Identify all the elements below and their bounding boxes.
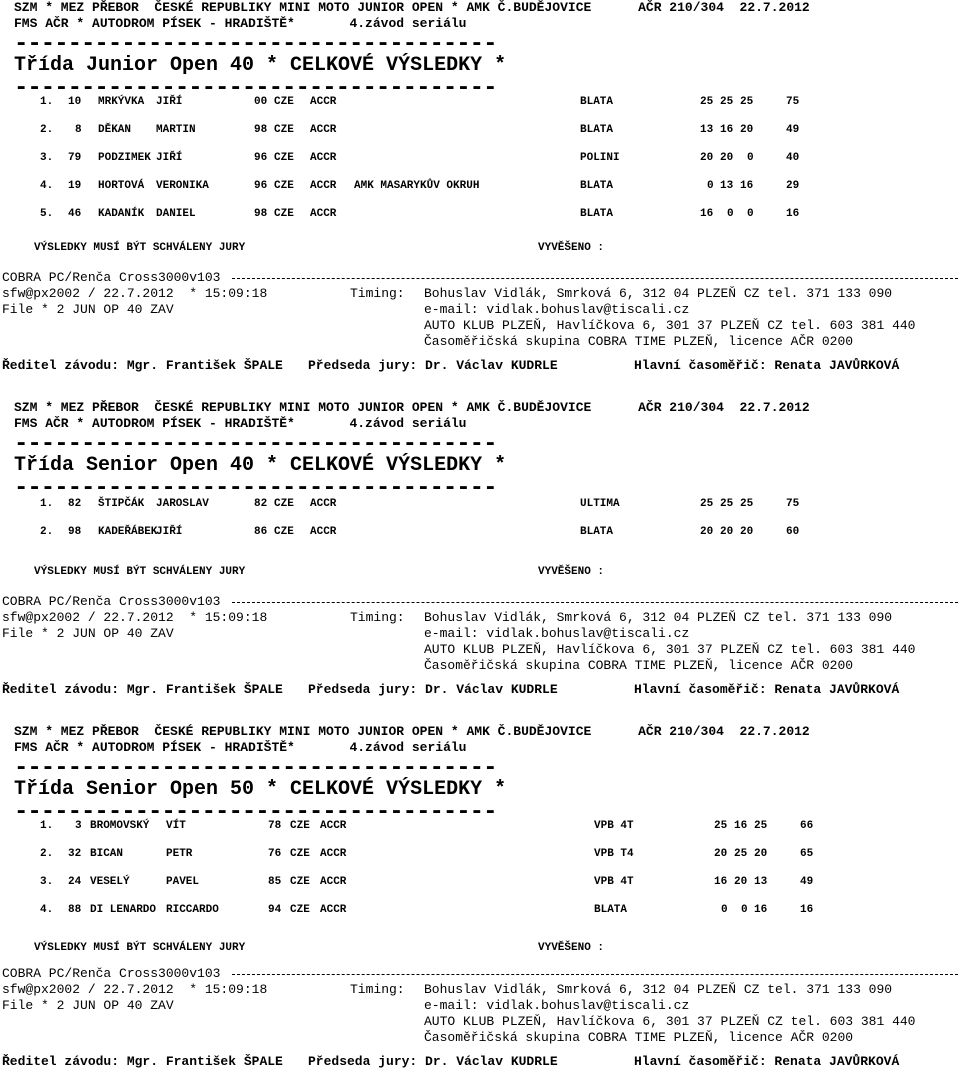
timing-line: AUTO KLUB PLZEŇ, Havlíčkova 6, 301 37 PLZEŇ CZ tel. 603 381 440 bbox=[424, 318, 916, 333]
result-row bbox=[0, 180, 960, 194]
cell-total: 16 bbox=[786, 208, 800, 220]
cell-total: 65 bbox=[800, 848, 814, 860]
cell-num: 19 bbox=[68, 180, 82, 192]
divider bbox=[232, 602, 958, 604]
cell-r3: 13 bbox=[754, 876, 768, 888]
cell-nat: CZE bbox=[290, 848, 310, 860]
cell-pos: 2. bbox=[40, 526, 54, 538]
cell-pos: 5. bbox=[40, 208, 54, 220]
cell-r2: 0 bbox=[741, 904, 748, 916]
cell-r2: 20 bbox=[720, 526, 734, 538]
timing-line: Časoměřičská skupina COBRA TIME PLZEŇ, licence AČR 0200 bbox=[424, 334, 854, 349]
cell-r1: 25 bbox=[700, 96, 714, 108]
cell-surname: VESELÝ bbox=[90, 876, 130, 888]
timing-label: Timing: bbox=[350, 610, 405, 625]
cell-pos: 1. bbox=[40, 820, 54, 832]
result-row bbox=[0, 820, 960, 834]
posted-label: VYVĚŠENO : bbox=[538, 942, 605, 954]
cell-num: 79 bbox=[68, 152, 82, 164]
result-row bbox=[0, 152, 960, 166]
software-label: COBRA PC/Renča Cross3000v103 bbox=[2, 594, 221, 609]
cell-nat: CZE bbox=[274, 180, 294, 192]
cell-name: JIŘÍ bbox=[156, 96, 183, 108]
chief-timekeeper: Hlavní časoměřič: Renata JAVŮRKOVÁ bbox=[634, 358, 900, 373]
cell-r3: 25 bbox=[754, 820, 768, 832]
cell-name: MARTIN bbox=[156, 124, 196, 136]
cell-r1: 13 bbox=[700, 124, 714, 136]
timing-line: e-mail: vidlak.bohuslav@tiscali.cz bbox=[424, 998, 690, 1013]
cell-assoc: ACCR bbox=[320, 876, 347, 888]
cell-name: JIŘÍ bbox=[156, 526, 183, 538]
cell-num: 46 bbox=[68, 208, 82, 220]
jury-approval-note: VÝSLEDKY MUSÍ BÝT SCHVÁLENY JURY bbox=[34, 566, 246, 578]
cell-r3: 25 bbox=[740, 96, 754, 108]
cell-total: 66 bbox=[800, 820, 814, 832]
cell-r1: 20 bbox=[714, 848, 728, 860]
result-row bbox=[0, 904, 960, 918]
timing-line: AUTO KLUB PLZEŇ, Havlíčkova 6, 301 37 PLZEŇ CZ tel. 603 381 440 bbox=[424, 642, 916, 657]
jury-chair: Předseda jury: Dr. Václav KUDRLE bbox=[308, 358, 558, 373]
cell-name: DANIEL bbox=[156, 208, 196, 220]
result-row bbox=[0, 96, 960, 110]
cell-total: 49 bbox=[800, 876, 814, 888]
cell-name: VERONIKA bbox=[156, 180, 209, 192]
cell-nat: CZE bbox=[274, 96, 294, 108]
cell-r3: 0 bbox=[747, 152, 754, 164]
timing-line: e-mail: vidlak.bohuslav@tiscali.cz bbox=[424, 626, 690, 641]
cell-num: 98 bbox=[68, 526, 82, 538]
jury-approval-note: VÝSLEDKY MUSÍ BÝT SCHVÁLENY JURY bbox=[34, 242, 246, 254]
timing-line: Časoměřičská skupina COBRA TIME PLZEŇ, licence AČR 0200 bbox=[424, 1030, 854, 1045]
file-label: File * 2 JUN OP 40 ZAV bbox=[2, 302, 174, 317]
cell-surname: ŠTIPČÁK bbox=[98, 498, 145, 510]
cell-r1: 0 bbox=[707, 180, 714, 192]
cell-r2: 0 bbox=[727, 208, 734, 220]
cell-pos: 2. bbox=[40, 124, 54, 136]
cell-r3: 16 bbox=[754, 904, 768, 916]
cell-num: 10 bbox=[68, 96, 82, 108]
cell-num: 8 bbox=[75, 124, 82, 136]
cell-assoc: ACCR bbox=[310, 208, 337, 220]
cell-code: 96 bbox=[254, 180, 268, 192]
divider bbox=[232, 278, 958, 280]
cell-surname: BICAN bbox=[90, 848, 124, 860]
cell-assoc: ACCR bbox=[310, 96, 337, 108]
cell-r2: 16 bbox=[720, 124, 734, 136]
cell-r1: 16 bbox=[714, 876, 728, 888]
cell-nat: CZE bbox=[274, 152, 294, 164]
cell-code: 98 bbox=[254, 208, 268, 220]
cell-r3: 20 bbox=[740, 124, 754, 136]
result-row bbox=[0, 526, 960, 540]
cell-code: 96 bbox=[254, 152, 268, 164]
cell-bike: BLATA bbox=[580, 208, 614, 220]
jury-approval-note: VÝSLEDKY MUSÍ BÝT SCHVÁLENY JURY bbox=[34, 942, 246, 954]
divider bbox=[14, 762, 514, 774]
software-label: COBRA PC/Renča Cross3000v103 bbox=[2, 966, 221, 981]
cell-r3: 20 bbox=[754, 848, 768, 860]
race-director: Ředitel závodu: Mgr. František ŠPALE bbox=[2, 1054, 283, 1069]
cell-r3: 25 bbox=[740, 498, 754, 510]
cell-r1: 20 bbox=[700, 526, 714, 538]
cell-name: JIŘÍ bbox=[156, 152, 183, 164]
class-title: Třída Junior Open 40 * CELKOVÉ VÝSLEDKY * bbox=[14, 54, 507, 77]
cell-num: 24 bbox=[68, 876, 82, 888]
cell-code: 78 bbox=[268, 820, 282, 832]
result-row bbox=[0, 848, 960, 862]
cell-total: 49 bbox=[786, 124, 800, 136]
cell-assoc: ACCR bbox=[310, 124, 337, 136]
cell-bike: BLATA bbox=[594, 904, 628, 916]
divider bbox=[14, 438, 514, 450]
cell-name: VÍT bbox=[166, 820, 186, 832]
cell-pos: 4. bbox=[40, 180, 54, 192]
timing-label: Timing: bbox=[350, 286, 405, 301]
cell-surname: MRKÝVKA bbox=[98, 96, 145, 108]
cell-pos: 2. bbox=[40, 848, 54, 860]
result-row bbox=[0, 124, 960, 138]
cell-nat: CZE bbox=[290, 820, 310, 832]
cell-bike: BLATA bbox=[580, 124, 614, 136]
cell-nat: CZE bbox=[274, 526, 294, 538]
cell-surname: DĚKAN bbox=[98, 124, 132, 136]
cell-nat: CZE bbox=[274, 208, 294, 220]
cell-code: 94 bbox=[268, 904, 282, 916]
class-title: Třída Senior Open 40 * CELKOVÉ VÝSLEDKY * bbox=[14, 454, 507, 477]
timing-line: Bohuslav Vidlák, Smrková 6, 312 04 PLZEŇ CZ tel. 371 133 090 bbox=[424, 286, 893, 301]
file-label: File * 2 JUN OP 40 ZAV bbox=[2, 998, 174, 1013]
cell-pos: 3. bbox=[40, 876, 54, 888]
cell-num: 82 bbox=[68, 498, 82, 510]
cell-bike: POLINI bbox=[580, 152, 620, 164]
cell-code: 82 bbox=[254, 498, 268, 510]
cell-assoc: ACCR bbox=[310, 180, 337, 192]
race-director: Ředitel závodu: Mgr. František ŠPALE bbox=[2, 358, 283, 373]
cell-total: 40 bbox=[786, 152, 800, 164]
cell-name: JAROSLAV bbox=[156, 498, 209, 510]
cell-pos: 1. bbox=[40, 96, 54, 108]
cell-surname: BROMOVSKÝ bbox=[90, 820, 150, 832]
cell-assoc: ACCR bbox=[320, 848, 347, 860]
event-header: SZM * MEZ PŘEBOR ČESKÉ REPUBLIKY MINI MOTO JUNIOR OPEN * AMK Č.BUDĚJOVICE AČR 210/304 22.7.2012 bbox=[14, 724, 810, 739]
cell-surname: DI LENARDO bbox=[90, 904, 157, 916]
timing-label: Timing: bbox=[350, 982, 405, 997]
divider bbox=[14, 806, 514, 818]
result-row bbox=[0, 876, 960, 890]
chief-timekeeper: Hlavní časoměřič: Renata JAVŮRKOVÁ bbox=[634, 682, 900, 697]
cell-nat: CZE bbox=[290, 904, 310, 916]
divider bbox=[232, 974, 958, 976]
cell-name: PETR bbox=[166, 848, 193, 860]
cell-total: 75 bbox=[786, 96, 800, 108]
event-header: SZM * MEZ PŘEBOR ČESKÉ REPUBLIKY MINI MOTO JUNIOR OPEN * AMK Č.BUDĚJOVICE AČR 210/304 22.7.2012 bbox=[14, 0, 810, 15]
cell-assoc: ACCR bbox=[320, 904, 347, 916]
chief-timekeeper: Hlavní časoměřič: Renata JAVŮRKOVÁ bbox=[634, 1054, 900, 1069]
jury-chair: Předseda jury: Dr. Václav KUDRLE bbox=[308, 682, 558, 697]
cell-surname: PODZIMEK bbox=[98, 152, 151, 164]
timing-line: e-mail: vidlak.bohuslav@tiscali.cz bbox=[424, 302, 690, 317]
printed-stamp: sfw@px2002 / 22.7.2012 * 15:09:18 bbox=[2, 286, 268, 301]
printed-stamp: sfw@px2002 / 22.7.2012 * 15:09:18 bbox=[2, 610, 268, 625]
class-title: Třída Senior Open 50 * CELKOVÉ VÝSLEDKY * bbox=[14, 778, 507, 801]
event-subheader: FMS AČR * AUTODROM PÍSEK - HRADIŠTĚ* 4.závod seriálu bbox=[14, 416, 467, 431]
cell-r2: 25 bbox=[720, 498, 734, 510]
cell-r2: 25 bbox=[734, 848, 748, 860]
software-label: COBRA PC/Renča Cross3000v103 bbox=[2, 270, 221, 285]
cell-r2: 20 bbox=[734, 876, 748, 888]
cell-assoc: ACCR bbox=[310, 498, 337, 510]
printed-stamp: sfw@px2002 / 22.7.2012 * 15:09:18 bbox=[2, 982, 268, 997]
cell-code: 00 bbox=[254, 96, 268, 108]
cell-r2: 13 bbox=[720, 180, 734, 192]
cell-num: 32 bbox=[68, 848, 82, 860]
cell-r1: 25 bbox=[714, 820, 728, 832]
cell-code: 76 bbox=[268, 848, 282, 860]
race-director: Ředitel závodu: Mgr. František ŠPALE bbox=[2, 682, 283, 697]
timing-line: Časoměřičská skupina COBRA TIME PLZEŇ, licence AČR 0200 bbox=[424, 658, 854, 673]
cell-total: 29 bbox=[786, 180, 800, 192]
divider bbox=[14, 38, 514, 50]
cell-r1: 16 bbox=[700, 208, 714, 220]
event-subheader: FMS AČR * AUTODROM PÍSEK - HRADIŠTĚ* 4.závod seriálu bbox=[14, 16, 467, 31]
timing-line: AUTO KLUB PLZEŇ, Havlíčkova 6, 301 37 PLZEŇ CZ tel. 603 381 440 bbox=[424, 1014, 916, 1029]
file-label: File * 2 JUN OP 40 ZAV bbox=[2, 626, 174, 641]
cell-r2: 20 bbox=[720, 152, 734, 164]
cell-bike: VPB 4T bbox=[594, 876, 634, 888]
cell-bike: BLATA bbox=[580, 180, 614, 192]
cell-num: 88 bbox=[68, 904, 82, 916]
cell-code: 85 bbox=[268, 876, 282, 888]
cell-surname: KADEŘÁBEK bbox=[98, 526, 158, 538]
cell-r3: 16 bbox=[740, 180, 754, 192]
cell-bike: VPB T4 bbox=[594, 848, 634, 860]
jury-chair: Předseda jury: Dr. Václav KUDRLE bbox=[308, 1054, 558, 1069]
cell-surname: HORTOVÁ bbox=[98, 180, 145, 192]
cell-nat: CZE bbox=[274, 498, 294, 510]
cell-name: PAVEL bbox=[166, 876, 200, 888]
cell-r1: 25 bbox=[700, 498, 714, 510]
result-row bbox=[0, 208, 960, 222]
cell-pos: 3. bbox=[40, 152, 54, 164]
cell-club: AMK MASARYKŮV OKRUH bbox=[354, 180, 480, 192]
cell-pos: 4. bbox=[40, 904, 54, 916]
event-subheader: FMS AČR * AUTODROM PÍSEK - HRADIŠTĚ* 4.závod seriálu bbox=[14, 740, 467, 755]
cell-assoc: ACCR bbox=[310, 526, 337, 538]
cell-bike: ULTIMA bbox=[580, 498, 620, 510]
result-row bbox=[0, 498, 960, 512]
cell-assoc: ACCR bbox=[310, 152, 337, 164]
cell-nat: CZE bbox=[290, 876, 310, 888]
cell-bike: BLATA bbox=[580, 96, 614, 108]
cell-assoc: ACCR bbox=[320, 820, 347, 832]
cell-r3: 0 bbox=[747, 208, 754, 220]
cell-name: RICCARDO bbox=[166, 904, 219, 916]
event-header: SZM * MEZ PŘEBOR ČESKÉ REPUBLIKY MINI MOTO JUNIOR OPEN * AMK Č.BUDĚJOVICE AČR 210/304 22.7.2012 bbox=[14, 400, 810, 415]
cell-total: 60 bbox=[786, 526, 800, 538]
cell-code: 98 bbox=[254, 124, 268, 136]
cell-total: 16 bbox=[800, 904, 814, 916]
cell-total: 75 bbox=[786, 498, 800, 510]
cell-bike: VPB 4T bbox=[594, 820, 634, 832]
divider bbox=[14, 482, 514, 494]
cell-bike: BLATA bbox=[580, 526, 614, 538]
timing-line: Bohuslav Vidlák, Smrková 6, 312 04 PLZEŇ CZ tel. 371 133 090 bbox=[424, 982, 893, 997]
cell-pos: 1. bbox=[40, 498, 54, 510]
divider bbox=[14, 82, 514, 94]
cell-r2: 16 bbox=[734, 820, 748, 832]
cell-r3: 20 bbox=[740, 526, 754, 538]
cell-r1: 0 bbox=[721, 904, 728, 916]
cell-code: 86 bbox=[254, 526, 268, 538]
cell-surname: KADANÍK bbox=[98, 208, 145, 220]
cell-num: 3 bbox=[75, 820, 82, 832]
cell-r1: 20 bbox=[700, 152, 714, 164]
cell-nat: CZE bbox=[274, 124, 294, 136]
timing-line: Bohuslav Vidlák, Smrková 6, 312 04 PLZEŇ CZ tel. 371 133 090 bbox=[424, 610, 893, 625]
posted-label: VYVĚŠENO : bbox=[538, 566, 605, 578]
cell-r2: 25 bbox=[720, 96, 734, 108]
posted-label: VYVĚŠENO : bbox=[538, 242, 605, 254]
